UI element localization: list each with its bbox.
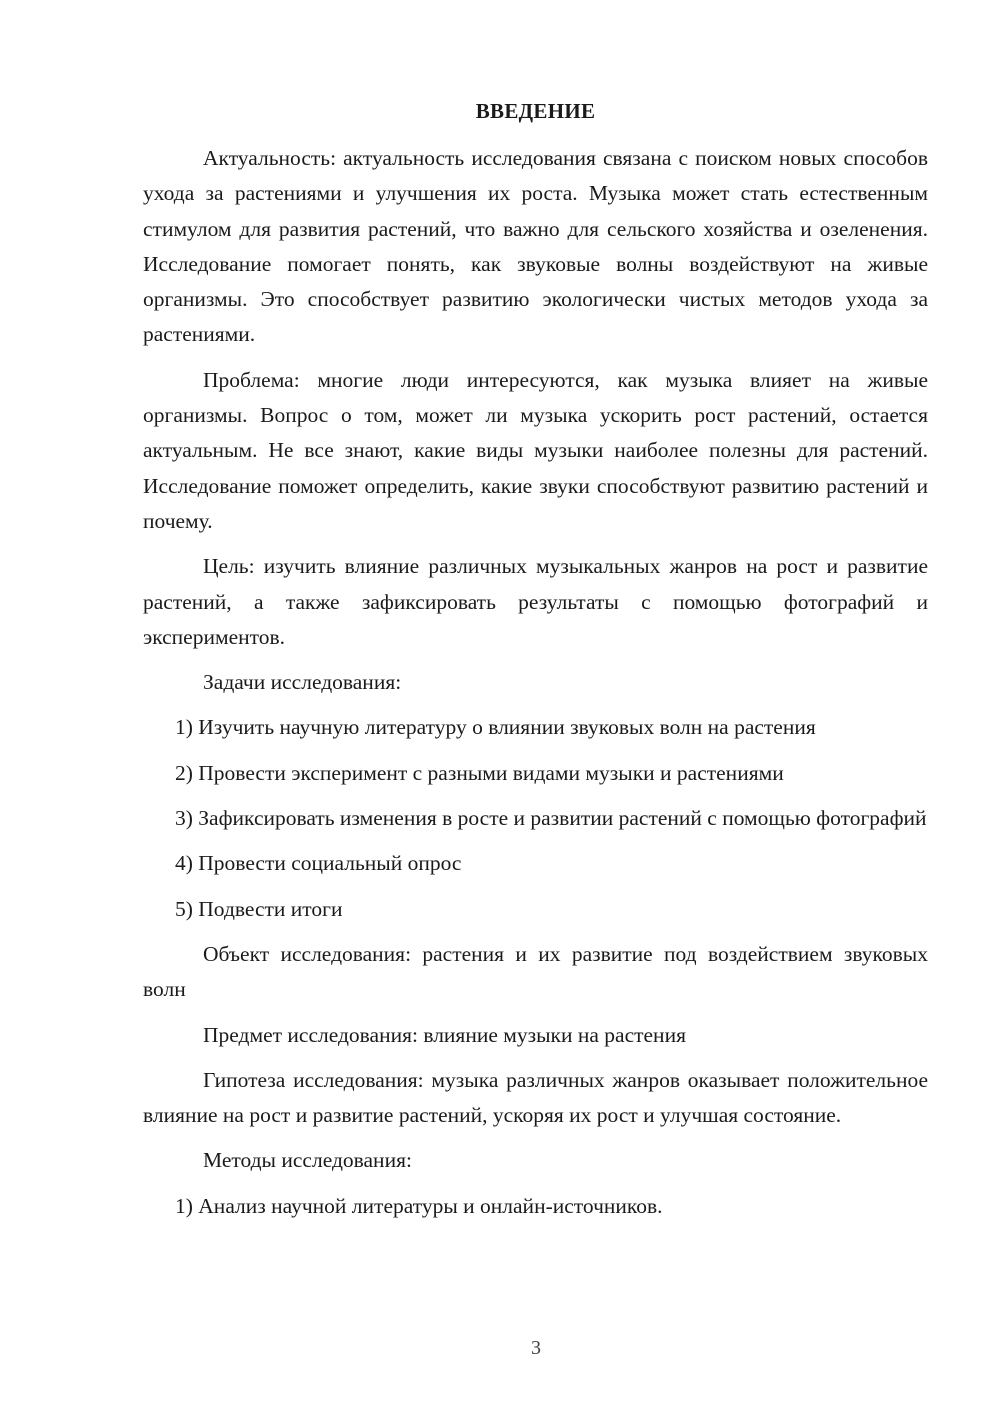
problem-paragraph: Проблема: многие люди интересуются, как музыка влияет на живые организмы. Вопрос о том, может ли музыка ускорить рост растений, остается актуальным. Не все знают, какие виды музыки наиболее полезны для растений. Исследование поможет определить, какие звуки способствуют развитию растений и почему. (143, 367, 928, 533)
page-title: ВВЕДЕНИЕ (475, 99, 596, 123)
relevance-paragraph: Актуальность: актуальность исследования связана с поиском новых способов ухода за растениями и улучшения их роста. Музыка может стать естественным стимулом для развития растений, что важно для сельского хозяйства и озеленения. Исследование помогает понять, как звуковые волны воздействуют на живые организмы. Это способствует развитию экологически чистых методов ухода за растениями. (143, 146, 928, 347)
document-body (143, 141, 928, 1224)
subject-paragraph: Предмет исследования: влияние музыки на растения (203, 1022, 686, 1047)
task-item: 1) Изучить научную литературу о влиянии звуковых волн на растения (175, 715, 816, 740)
methods-heading: Методы исследования: (203, 1148, 412, 1173)
page-number: 3 (531, 1337, 541, 1359)
task-item: 2) Провести эксперимент с разными видами музыки и растениями (175, 760, 784, 785)
hypothesis-paragraph: Гипотеза исследования: музыка различных жанров оказывает положительное влияние на рост и развитие растений, ускоряя их рост и улучшая состояние. (143, 1067, 928, 1128)
method-item: 1) Анализ научной литературы и онлайн-источников. (175, 1193, 663, 1218)
goal-paragraph: Цель: изучить влияние различных музыкальных жанров на рост и развитие растений, а также зафиксировать результаты с помощью фотографий и экспериментов. (143, 554, 928, 649)
object-paragraph: Объект исследования: растения и их развитие под воздействием звуковых волн (143, 941, 928, 1002)
task-item: 4) Провести социальный опрос (175, 851, 462, 876)
tasks-heading: Задачи исследования: (203, 670, 402, 695)
task-item: 5) Подвести итоги (175, 896, 343, 921)
task-item: 3) Зафиксировать изменения в росте и развитии растений с помощью фотографий (175, 806, 927, 831)
